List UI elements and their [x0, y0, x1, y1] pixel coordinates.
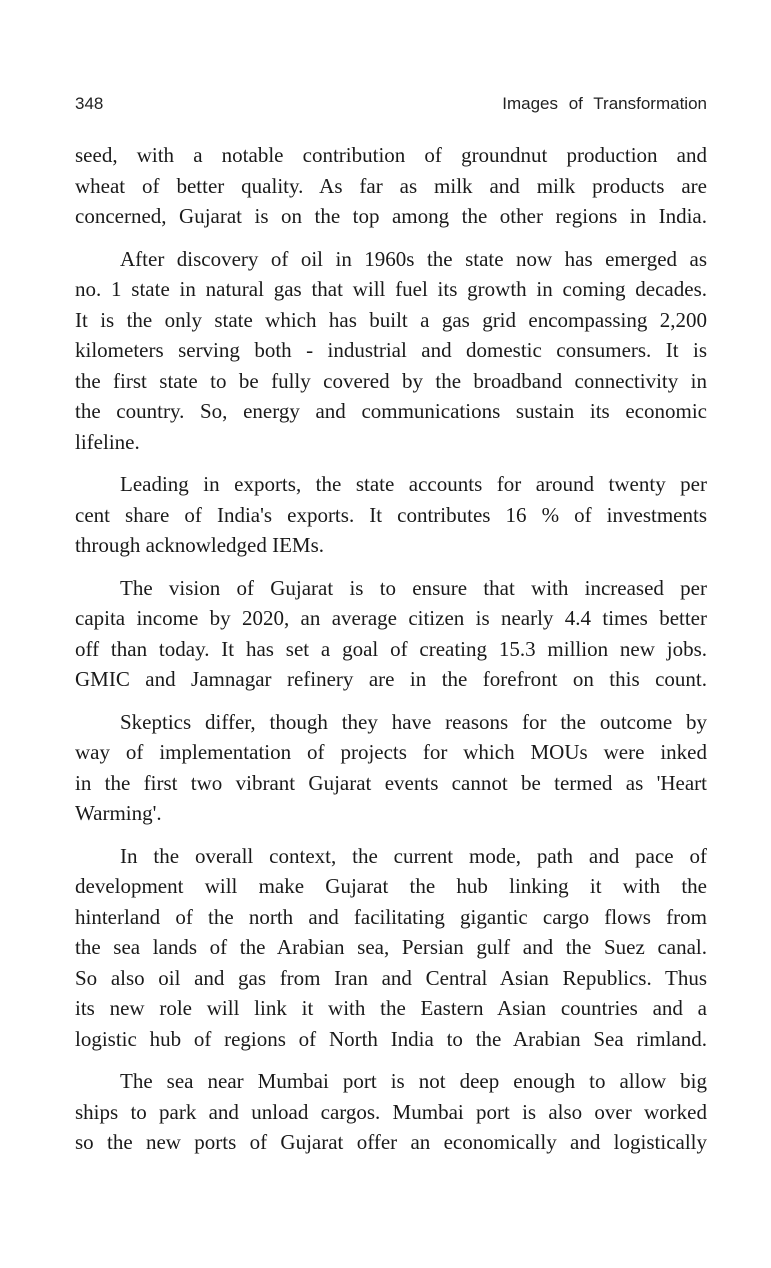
text-line: Skeptics differ, though they have reasons for the outcome by [120, 709, 707, 734]
running-head [75, 94, 707, 118]
page-number: 348 [75, 94, 104, 113]
text-line: the first state to be fully covered by the broadband connectivity in [75, 368, 707, 393]
text-line: It is the only state which has built a gas grid encompassing 2,200 [75, 307, 707, 332]
paragraph-overall-context [75, 841, 707, 1055]
text-line: In the overall context, the current mode, path and pace of [120, 843, 707, 868]
text-line: Leading in exports, the state accounts for around twenty per [120, 472, 707, 496]
paragraph-vision [75, 573, 707, 695]
text-line: so the new ports of Gujarat offer an economically and logistically [75, 1130, 707, 1154]
text-line: the sea lands of the Arabian sea, Persian gulf and the Suez canal. [75, 935, 707, 959]
text-line: The vision of Gujarat is to ensure that with increased per [120, 575, 707, 600]
paragraph-skeptics [75, 707, 707, 829]
text-line: kilometers serving both - industrial and domestic consumers. It is [75, 338, 707, 362]
text-line: After discovery of oil in 1960s the state now has emerged as [120, 246, 707, 271]
body-text [75, 140, 707, 1170]
paragraph-groundnut-milk [75, 140, 707, 232]
text-line: So also oil and gas from Iran and Central Asian Republics. Thus [75, 965, 707, 990]
paragraph-oil-gas [75, 244, 707, 458]
text-line: in the first two vibrant Gujarat events cannot be termed as 'Heart [75, 770, 707, 795]
text-line: off than today. It has set a goal of creating 15.3 million new jobs. [75, 636, 707, 661]
text-line: through acknowledged IEMs. [75, 533, 325, 557]
paragraph-mumbai-port [75, 1066, 707, 1158]
text-line: capita income by 2020, an average citizen is nearly 4.4 times better [75, 606, 707, 630]
text-line: no. 1 state in natural gas that will fuel its growth in coming decades. [75, 277, 707, 301]
text-line: The sea near Mumbai port is not deep enough to allow big [120, 1069, 707, 1093]
text-line: logistic hub of regions of North India to the Arabian Sea rimland. [75, 1026, 707, 1051]
text-line: the country. So, energy and communications sustain its economic [75, 399, 707, 423]
paragraph-exports [75, 469, 707, 561]
text-line: cent share of India's exports. It contributes 16 % of investments [75, 502, 707, 527]
text-line: hinterland of the north and facilitating gigantic cargo flows from [75, 904, 707, 929]
text-line: concerned, Gujarat is on the top among the other regions in India. [75, 204, 707, 228]
text-line: development will make Gujarat the hub linking it with the [75, 874, 707, 898]
text-line: GMIC and Jamnagar refinery are in the forefront on this count. [75, 667, 707, 691]
text-line: ships to park and unload cargos. Mumbai port is also over worked [75, 1099, 707, 1124]
text-line: lifeline. [75, 429, 140, 454]
text-line: its new role will link it with the Eastern Asian countries and a [75, 996, 707, 1020]
running-title: Images of Transformation [502, 94, 707, 113]
text-line: way of implementation of projects for which MOUs were inked [75, 740, 707, 764]
text-line: Warming'. [75, 801, 162, 825]
text-line: seed, with a notable contribution of groundnut production and [75, 143, 707, 167]
text-line: wheat of better quality. As far as milk and milk products are [75, 173, 707, 198]
